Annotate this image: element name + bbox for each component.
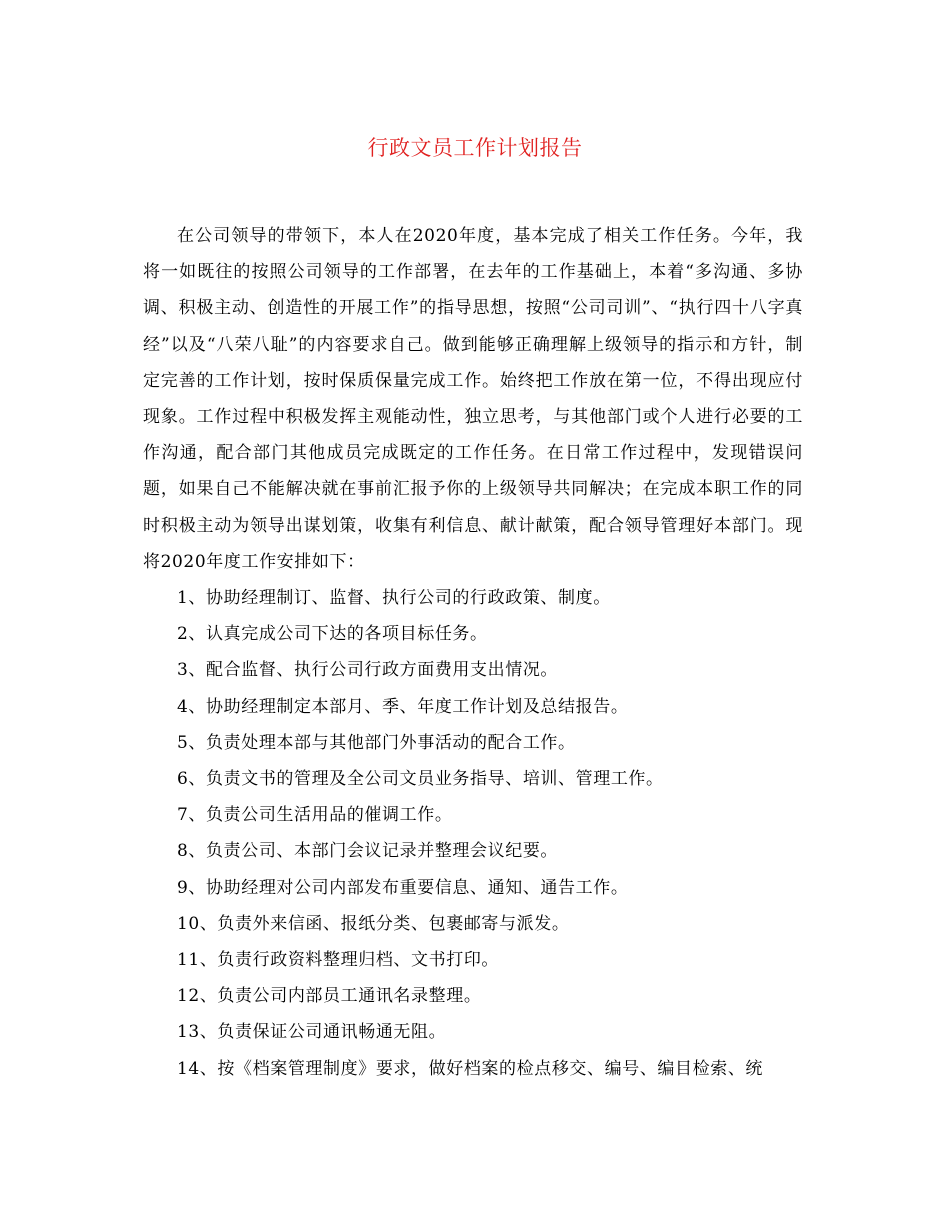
list-item: 10、负责外来信函、报纸分类、包裹邮寄与派发。 xyxy=(177,913,570,934)
list-item: 1、协助经理制订、监督、执行公司的行政政策、制度。 xyxy=(177,588,611,609)
list-item: 3、配合监督、执行公司行政方面费用支出情况。 xyxy=(177,660,559,681)
list-item: 2、认真完成公司下达的各项目标任务。 xyxy=(177,624,488,645)
document-body xyxy=(143,218,803,1087)
list-item: 7、负责公司生活用品的催调工作。 xyxy=(177,805,453,826)
list-item: 4、协助经理制定本部月、季、年度工作计划及总结报告。 xyxy=(177,696,629,717)
list-item: 8、负责公司、本部门会议记录并整理会议纪要。 xyxy=(177,841,559,862)
list-item: 13、负责保证公司通讯畅通无阻。 xyxy=(177,1022,447,1043)
list-item: 5、负责处理本部与其他部门外事活动的配合工作。 xyxy=(177,732,576,753)
list-item: 12、负责公司内部员工通讯名录整理。 xyxy=(177,986,482,1007)
list-item: 9、协助经理对公司内部发布重要信息、通知、通告工作。 xyxy=(177,877,629,898)
list-item: 6、负责文书的管理及全公司文员业务指导、培训、管理工作。 xyxy=(177,769,664,790)
list-item: 11、负责行政资料整理归档、文书打印。 xyxy=(177,950,500,971)
work-plan-list xyxy=(143,580,803,1087)
intro-paragraph: 在公司领导的带领下，本人在2020年度，基本完成了相关工作任务。今年，我将一如既往的按照公司领导的工作部署，在去年的工作基础上，本着“多沟通、多协调、积极主动、创造性的开展工作”的指导思想，按照“公司司训”、“执行四十八字真经”以及“八荣八耻”的内容要求自己。做到能够正确理解上级领导的指示和方针，制定完善的工作计划，按时保质保量完成工作。始终把工作放在第一位，不得出现应付现象。工作过程中积极发挥主观能动性，独立思考，与其他部门或个人进行必要的工作沟通，配合部门其他成员完成既定的工作任务。在日常工作过程中，发现错误问题，如果自己不能解决就在事前汇报予你的上级领导共同解决；在完成本职工作的同时积极主动为领导出谋划策，收集有利信息、献计献策，配合领导管理好本部门。现将2020年度工作安排如下： xyxy=(143,226,803,572)
document-title: 行政文员工作计划报告 xyxy=(367,136,583,160)
list-item: 14、按《档案管理制度》要求，做好档案的检点移交、编号、编目检索、统 xyxy=(177,1058,764,1079)
